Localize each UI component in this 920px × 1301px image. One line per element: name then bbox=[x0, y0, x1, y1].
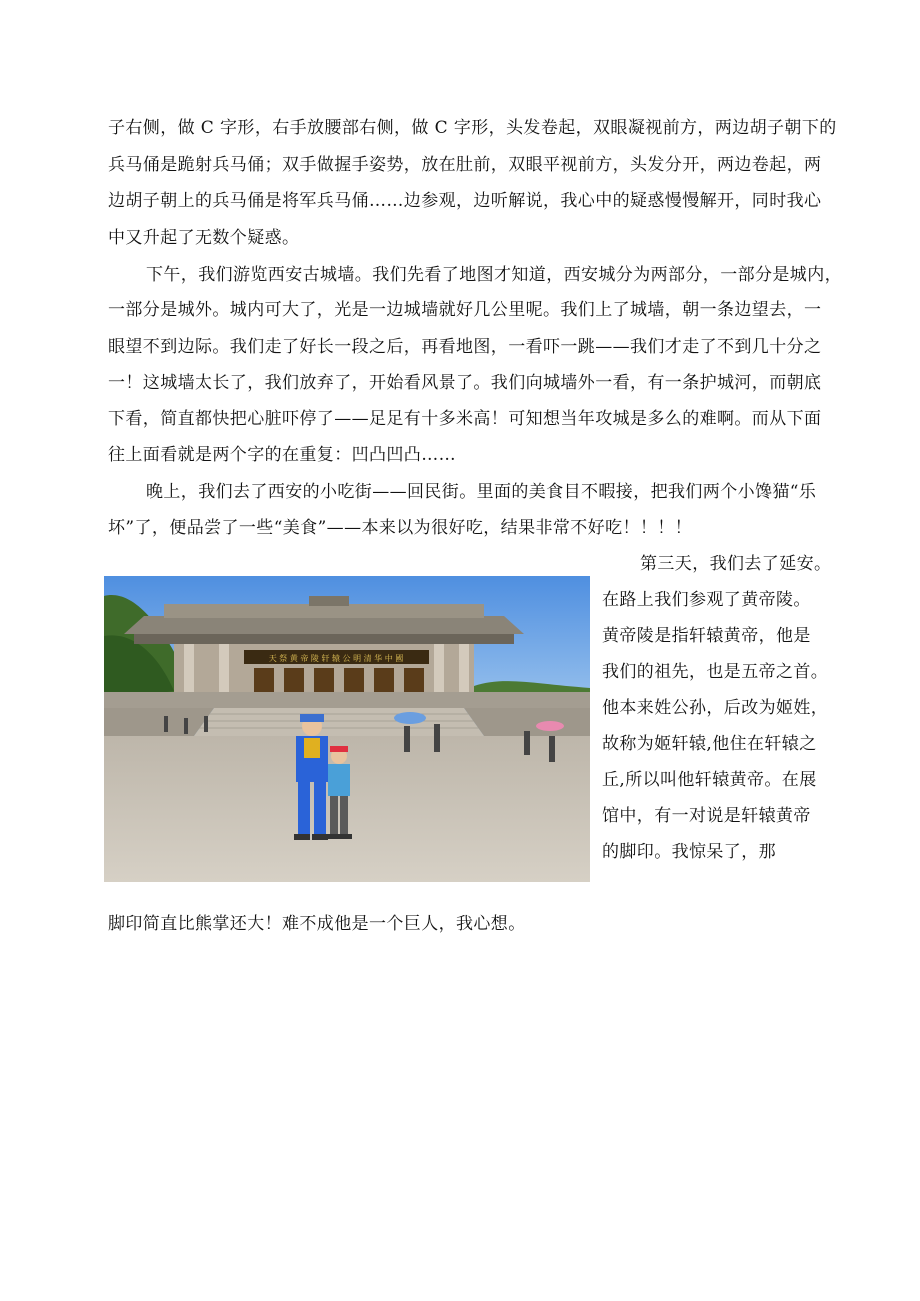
text-line: 坏”了，便品尝了一些“美食”——本来以为很好吃，结果非常不好吃！！！！ bbox=[108, 518, 693, 538]
text-line: 一！这城墙太长了，我们放弃了，开始看风景了。我们向城墙外一看，有一条护城河，而朝底 bbox=[108, 373, 822, 393]
text-line: 晚上，我们去了西安的小吃街——回民街。里面的美食目不暇接，把我们两个小馋猫“乐 bbox=[146, 482, 817, 502]
text-line: 眼望不到边际。我们走了好长一段之后，再看地图，一看吓一跳——我们才走了不到几十分之 bbox=[108, 337, 822, 357]
text-line: 子右侧，做 C 字形，右手放腰部右侧，做 C 字形，头发卷起，双眼凝视前方，两边胡子朝下的 bbox=[108, 118, 837, 138]
roof bbox=[124, 616, 524, 634]
mausoleum-photo bbox=[104, 576, 590, 882]
steps bbox=[194, 708, 484, 736]
text-line: 边胡子朝上的兵马俑是将军兵马俑……边参观，边听解说，我心中的疑惑慢慢解开，同时我心 bbox=[108, 191, 822, 211]
text-line: 一部分是城外。城内可大了，光是一边城墙就好几公里呢。我们上了城墙，朝一条边望去，一 bbox=[108, 300, 822, 320]
text-line: 故称为姬轩辕,他住在轩辕之 bbox=[602, 734, 817, 754]
text-line: 下午，我们游览西安古城墙。我们先看了地图才知道，西安城分为两部分，一部分是城内， bbox=[146, 265, 842, 285]
text-line: 我们的祖先，也是五帝之首。 bbox=[602, 662, 829, 682]
text-line: 馆中，有一对说是轩辕黄帝 bbox=[602, 806, 811, 826]
text-line: 中又升起了无数个疑惑。 bbox=[108, 228, 300, 248]
banner-text: 天 祭 黄 帝 陵 轩 辕 公 明 清 华 中 國 bbox=[268, 654, 404, 663]
text-line: 在路上我们参观了黄帝陵。 bbox=[602, 590, 811, 610]
text-line: 往上面看就是两个字的在重复：凹凸凹凸…… bbox=[108, 445, 456, 465]
text-line: 他本来姓公孙，后改为姬姓， bbox=[602, 698, 829, 718]
text-line: 脚印简直比熊掌还大！难不成他是一个巨人，我心想。 bbox=[108, 914, 526, 934]
text-line: 下看，简直都快把心脏吓停了——足足有十多米高！可知想当年攻城是多么的难啊。而从下面 bbox=[108, 409, 822, 429]
text-line: 兵马俑是跪射兵马俑；双手做握手姿势，放在肚前，双眼平视前方，头发分开，两边卷起，两 bbox=[108, 155, 822, 175]
text-line: 第三天，我们去了延安。 bbox=[640, 554, 832, 574]
text-line: 的脚印。我惊呆了，那 bbox=[602, 842, 776, 862]
text-line: 黄帝陵是指轩辕黄帝，他是 bbox=[602, 626, 811, 646]
text-line: 丘,所以叫他轩辕黄帝。在展 bbox=[602, 770, 817, 790]
